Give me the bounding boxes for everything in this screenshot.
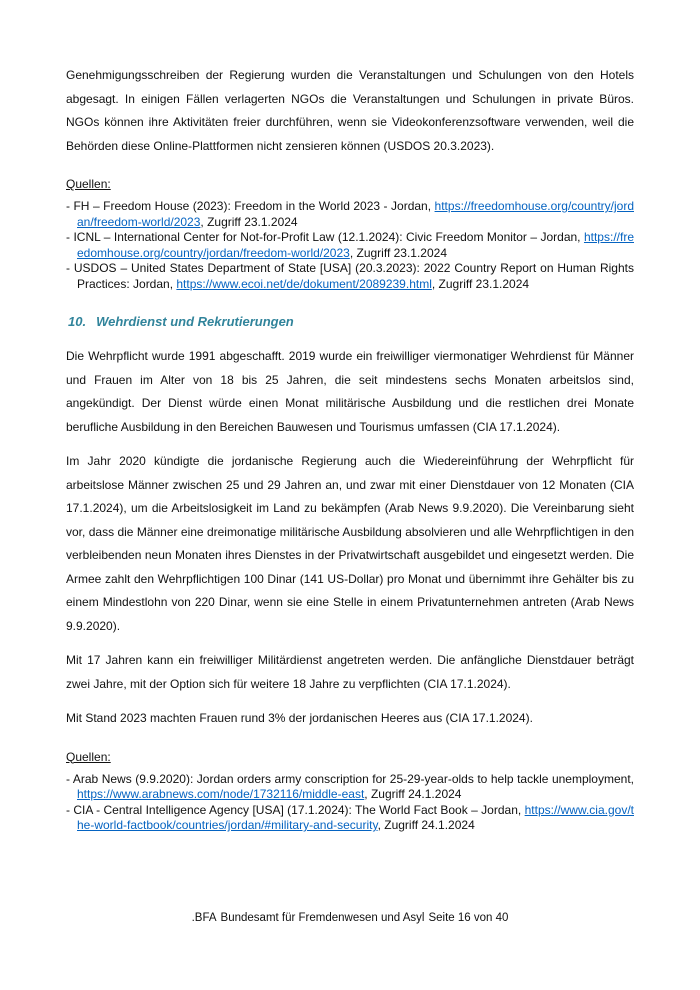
source-text: - ICNL – International Center for Not-for-Profit Law (12.1.2024): Civic Freedom Monitor – Jordan, xyxy=(66,230,584,244)
paragraph-intro: Genehmigungsschreiben der Regierung wurden die Veranstaltungen und Schulungen von den Hotels abgesagt. In einigen Fällen verlagerten NGOs die Veranstaltungen und Schulungen in private Büros. NGOs können ihre Aktivitäten freier durchführen, wenn sie Videokonferenzsoftware verwenden, weil die Behörden diese Online-Plattformen nicht zensieren können (USDOS 20.3.2023). xyxy=(66,68,634,153)
source-text: - USDOS – United States Department of State [USA] (20.3.2023): 2022 Country Report on Human Rights Practices: Jordan, xyxy=(66,261,634,291)
source-text: , Zugriff 24.1.2024 xyxy=(377,818,475,832)
source-text: , Zugriff 24.1.2024 xyxy=(364,787,462,801)
source-text: - CIA - Central Intelligence Agency [USA] (17.1.2024): The World Fact Book – Jordan, xyxy=(66,802,525,817)
sources-label: Quellen: xyxy=(66,177,111,191)
source-text: , Zugriff 23.1.2024 xyxy=(349,245,448,260)
source-link[interactable]: https://freedomhouse.org/country/jordan/freedom-world/2023 xyxy=(77,199,634,229)
source-text: , Zugriff 23.1.2024 xyxy=(431,276,530,291)
paragraph: Im Jahr 2020 kündigte die jordanische Regierung auch die Wiedereinführung der Wehrpflicht für arbeitslose Männer zwischen 25 und 29 Jahren an, und zwar mit einer Dienstdauer von 12 Monaten (CIA 17.1.2024), um die Arbeitslosigkeit im Land zu bekämpfen (Arab News 9.9.2020). Die Vereinbarung sieht vor, dass die Männer eine dreimonatige militärische Ausbildung absolvieren und alle Wehrpflichtigen in den verbleibenden neun Monaten ihres Dienstes in der Privatwirtschaft ausgebildet und eingesetzt werden. Die Armee zahlt den Wehrpflichtigen 100 Dinar (141 US-Dollar) pro Monat und übernimmt ihre Gehälter bis zu einem Mindestlohn von 220 Dinar, wenn sie eine Stelle in einem Privatunternehmen antreten (Arab News 9.9.2020). xyxy=(66,454,634,633)
source-item xyxy=(66,261,634,292)
source-link[interactable]: https://www.ecoi.net/de/dokument/2089239.html xyxy=(176,276,432,291)
source-item xyxy=(66,199,634,230)
source-link[interactable]: https://www.arabnews.com/node/1732116/middle-east xyxy=(77,787,365,801)
section-number: 10. xyxy=(68,314,87,329)
section-title: Wehrdienst und Rekrutierungen xyxy=(96,314,294,329)
bfa-logo: .BFA xyxy=(191,912,217,924)
page-footer xyxy=(0,912,700,924)
sources-list xyxy=(66,199,634,292)
source-item xyxy=(66,803,634,834)
page-number: Seite 16 von 40 xyxy=(428,912,509,924)
source-item xyxy=(66,772,634,803)
source-link[interactable]: https://freedomhouse.org/country/jordan/freedom-world/2023 xyxy=(77,230,634,260)
paragraph: Mit 17 Jahren kann ein freiwilliger Militärdienst angetreten werden. Die anfängliche Dienstdauer beträgt zwei Jahre, mit der Option sich für weitere 18 Jahre zu verpflichten (CIA 17.1.2024). xyxy=(66,653,634,691)
source-text: - FH – Freedom House (2023): Freedom in the World 2023 - Jordan, xyxy=(66,199,435,213)
paragraph: Mit Stand 2023 machten Frauen rund 3% der jordanischen Heeres aus (CIA 17.1.2024). xyxy=(66,711,533,725)
footer-office-name: Bundesamt für Fremdenwesen und Asyl xyxy=(220,912,425,924)
source-link[interactable]: https://www.cia.gov/the-world-factbook/countries/jordan/#military-and-security xyxy=(77,802,634,832)
source-text: - Arab News (9.9.2020): Jordan orders army conscription for 25-29-year-olds to help tackle unemployment, xyxy=(66,771,634,786)
source-item xyxy=(66,230,634,261)
section-heading xyxy=(68,314,634,329)
source-text: , Zugriff 23.1.2024 xyxy=(200,214,298,229)
sources-label: Quellen: xyxy=(66,749,111,764)
paragraph: Die Wehrpflicht wurde 1991 abgeschafft. 2019 wurde ein freiwilliger viermonatiger Wehrdienst für Männer und Frauen im Alter von 18 bis 25 Jahren, die seit mindestens sechs Monaten arbeitslos sind, angekündigt. Der Dienst würde einen Monat militärische Ausbildung und die restlichen drei Monate berufliche Ausbildung in den Bereichen Bauwesen und Tourismus umfassen (CIA 17.1.2024). xyxy=(66,349,634,434)
sources-list xyxy=(66,772,634,834)
